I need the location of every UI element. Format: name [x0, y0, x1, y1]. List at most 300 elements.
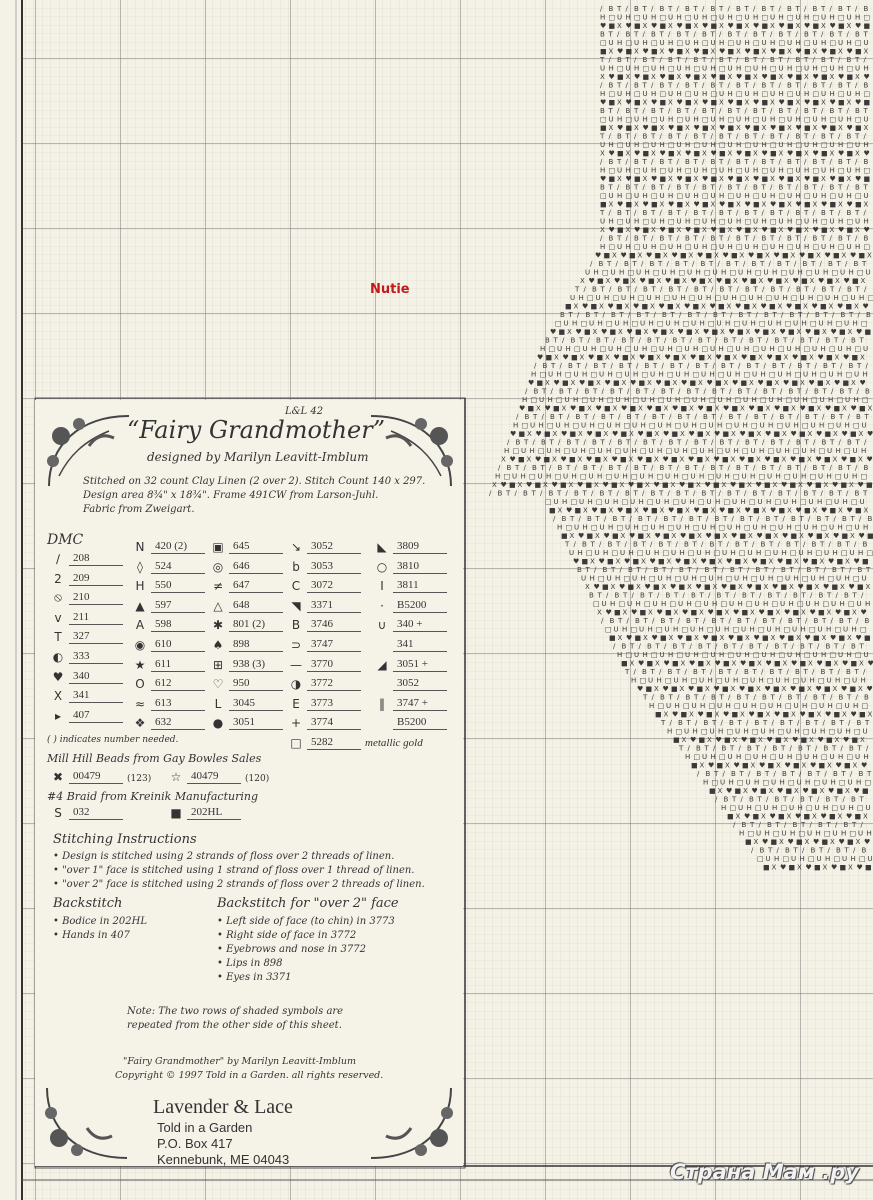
stitch-symbol: H: [794, 422, 799, 430]
stitch-symbol: U: [685, 192, 690, 200]
stitch-symbol: B: [643, 133, 648, 141]
stitch-symbol: H: [736, 65, 741, 73]
stitch-symbol: □: [781, 804, 788, 812]
stitch-symbol: H: [816, 830, 821, 838]
stitch-symbol: ∕: [778, 541, 781, 549]
stitch-symbol: ♥: [749, 711, 755, 719]
stitch-symbol: T: [859, 796, 865, 804]
stitch-symbol: □: [693, 371, 700, 379]
stitch-symbol: H: [847, 192, 852, 200]
stitch-symbol: ■: [855, 124, 862, 132]
stitch-symbol: ♥: [594, 583, 600, 591]
stitch-symbol: ♥: [821, 813, 827, 821]
stitch-symbol: U: [727, 524, 732, 532]
stitch-symbol: U: [838, 345, 843, 353]
stitch-symbol: ♥: [823, 583, 829, 591]
stitch-symbol: ■: [673, 354, 680, 362]
stitch-symbol: U: [803, 371, 808, 379]
stitch-symbol: T: [722, 515, 728, 523]
legend-symbol: ▸: [47, 709, 69, 723]
stitch-symbol: T: [821, 694, 827, 702]
stitch-symbol: □: [545, 498, 552, 506]
legend-symbol: v: [47, 611, 69, 625]
stitch-symbol: X: [677, 150, 682, 158]
stitch-symbol: ♥: [834, 379, 840, 387]
stitch-symbol: ■: [719, 226, 726, 234]
stitch-symbol: B: [685, 464, 690, 472]
stitch-symbol: B: [609, 82, 614, 90]
stitch-symbol: ∕: [796, 107, 799, 115]
stitch-symbol: ∕: [854, 541, 857, 549]
stitch-symbol: X: [798, 481, 803, 489]
stitch-symbol: □: [555, 320, 562, 328]
stitch-symbol: B: [586, 311, 591, 319]
legend-row: [129, 556, 205, 574]
stitch-symbol: B: [749, 337, 754, 345]
stitch-symbol: T: [788, 719, 794, 727]
stitch-symbol: U: [837, 728, 842, 736]
stitch-symbol: ♥: [668, 48, 674, 56]
stitch-symbol: U: [704, 600, 709, 608]
stitch-symbol: ♥: [633, 303, 639, 311]
stitch-symbol: ∕: [636, 362, 639, 370]
stitch-symbol: ∕: [498, 464, 501, 472]
stitch-symbol: ♥: [821, 124, 827, 132]
stitch-symbol: T: [841, 770, 847, 778]
stitch-symbol: B: [787, 158, 792, 166]
stitch-symbol: T: [823, 311, 829, 319]
stitch-symbol: X: [643, 634, 648, 642]
stitch-symbol: B: [654, 566, 659, 574]
legend-row: [371, 536, 447, 554]
stitch-symbol: □: [587, 294, 594, 302]
pattern-title: “Fairy Grandmother”: [127, 416, 385, 444]
stitch-symbol: ∕: [677, 158, 680, 166]
stitch-symbol: B: [559, 388, 564, 396]
stitch-symbol: X: [784, 354, 789, 362]
stitch-symbol: ■: [741, 379, 748, 387]
stitch-symbol: ♥: [841, 685, 847, 693]
stitch-symbol: H: [531, 371, 536, 379]
stitch-symbol: H: [770, 39, 775, 47]
stitch-symbol: U: [735, 728, 740, 736]
stitch-symbol: T: [782, 337, 788, 345]
stitch-symbol: ■: [840, 864, 847, 872]
stitch-symbol: B: [609, 158, 614, 166]
stitch-symbol: ∕: [733, 821, 736, 829]
stitch-symbol: ∕: [803, 541, 806, 549]
stitch-symbol: □: [804, 651, 811, 659]
stitch-symbol: X: [655, 430, 660, 438]
stitch-symbol: □: [829, 728, 836, 736]
stitch-symbol: ♥: [659, 303, 665, 311]
stitch-symbol: ■: [723, 660, 730, 668]
stitch-symbol: ♥: [830, 22, 836, 30]
stitch-symbol: X: [702, 150, 707, 158]
stitch-symbol: U: [581, 422, 586, 430]
stitch-symbol: B: [534, 388, 539, 396]
stitch-symbol: H: [643, 39, 648, 47]
stitch-symbol: U: [787, 651, 792, 659]
stitch-symbol: □: [748, 830, 755, 838]
stitch-symbol: X: [605, 354, 610, 362]
stitch-symbol: □: [721, 600, 728, 608]
stitch-symbol: ♥: [528, 379, 534, 387]
stitch-symbol: X: [685, 201, 690, 209]
stitch-symbol: B: [661, 388, 666, 396]
legend-symbol: I: [371, 579, 393, 593]
stitch-symbol: H: [555, 447, 560, 455]
stitch-symbol: X: [804, 150, 809, 158]
stitch-symbol: T: [724, 592, 730, 600]
stitch-symbol: U: [512, 473, 517, 481]
stitch-symbol: ■: [685, 99, 692, 107]
stitch-symbol: U: [563, 473, 568, 481]
stitch-symbol: T: [828, 668, 834, 676]
stitch-symbol: X: [621, 532, 626, 540]
stitch-symbol: B: [622, 643, 627, 651]
stitch-symbol: H: [835, 677, 840, 685]
stitch-symbol: H: [649, 702, 654, 710]
stitch-symbol: U: [736, 192, 741, 200]
stitch-symbol: ∕: [829, 541, 832, 549]
stitch-symbol: □: [531, 396, 538, 404]
stitch-symbol: X: [609, 48, 614, 56]
stitch-symbol: X: [562, 405, 567, 413]
stitch-symbol: T: [736, 413, 742, 421]
stitch-symbol: ■: [821, 73, 828, 81]
stitch-symbol: U: [713, 269, 718, 277]
stitch-symbol: ♥: [784, 609, 790, 617]
stitch-symbol: ♥: [589, 277, 595, 285]
key-panel: [35, 400, 463, 1166]
stitch-symbol: ♥: [803, 787, 809, 795]
stitch-symbol: H: [660, 65, 665, 73]
stitch-symbol: ♥: [808, 532, 814, 540]
stitch-symbol: X: [762, 48, 767, 56]
stitch-symbol: U: [796, 167, 801, 175]
stitch-symbol: □: [726, 422, 733, 430]
stitch-symbol: B: [643, 439, 648, 447]
stitch-symbol: U: [776, 447, 781, 455]
stitch-symbol: H: [645, 269, 650, 277]
stitch-symbol: □: [772, 600, 779, 608]
stitch-symbol: B: [651, 107, 656, 115]
stitch-symbol: B: [787, 5, 792, 13]
stitch-symbol: T: [851, 821, 857, 829]
stitch-symbol: X: [754, 838, 759, 846]
stitch-symbol: B: [864, 694, 869, 702]
stitch-symbol: X: [651, 226, 656, 234]
stitch-symbol: ♥: [744, 813, 750, 821]
stitch-symbol: U: [738, 804, 743, 812]
stitch-symbol: H: [745, 116, 750, 124]
stitch-symbol: B: [830, 107, 835, 115]
stitch-symbol: H: [617, 116, 622, 124]
stitch-symbol: B: [804, 490, 809, 498]
stitch-symbol: ■: [693, 303, 700, 311]
stitch-symbol: T: [701, 133, 707, 141]
stitch-symbol: H: [794, 575, 799, 583]
stitch-symbol: ■: [635, 328, 642, 336]
stitch-symbol: X: [858, 685, 863, 693]
stitch-symbol: H: [752, 396, 757, 404]
stitch-symbol: ♥: [714, 456, 720, 464]
instructions-title: Stitching Instructions: [53, 832, 197, 847]
stitch-symbol: □: [667, 371, 674, 379]
stitch-symbol: ♥: [830, 634, 836, 642]
stitch-symbol: □: [860, 626, 867, 634]
stitch-symbol: X: [847, 634, 852, 642]
stitch-symbol: X: [651, 73, 656, 81]
stitch-symbol: X: [725, 609, 730, 617]
stitch-symbol: T: [655, 337, 661, 345]
stitch-symbol: ♥: [846, 813, 852, 821]
stitch-symbol: B: [842, 515, 847, 523]
legend-row: [129, 595, 205, 613]
stitch-symbol: ■: [672, 430, 679, 438]
stitch-symbol: ♥: [774, 711, 780, 719]
stitch-symbol: ■: [832, 583, 839, 591]
stitch-symbol: □: [765, 549, 772, 557]
stitch-symbol: U: [683, 575, 688, 583]
stitch-symbol: X: [745, 99, 750, 107]
stitch-symbol: ♥: [861, 609, 867, 617]
stitch-symbol: T: [718, 158, 724, 166]
stitch-symbol: H: [736, 524, 741, 532]
stitch-symbol: ■: [595, 430, 602, 438]
stitch-symbol: X: [694, 99, 699, 107]
stitch-symbol: □: [865, 779, 872, 787]
stitch-symbol: U: [707, 498, 712, 506]
legend-row: [285, 614, 361, 632]
stitch-symbol: T: [745, 617, 751, 625]
stitch-symbol: B: [866, 311, 871, 319]
stitch-symbol: ■: [600, 201, 607, 209]
stitch-symbol: T: [726, 668, 732, 676]
stitch-symbol: B: [668, 209, 673, 217]
stitch-symbol: H: [724, 626, 729, 634]
stitch-symbol: B: [592, 439, 597, 447]
stitch-symbol: ∕: [797, 413, 800, 421]
stitch-symbol: B: [753, 184, 758, 192]
stitch-symbol: X: [772, 864, 777, 872]
backstitch-title: Backstitch: [53, 896, 122, 911]
stitch-symbol: ♥: [609, 150, 615, 158]
stitch-symbol: U: [811, 422, 816, 430]
stitch-symbol: B: [622, 337, 627, 345]
stitch-symbol: □: [693, 524, 700, 532]
braid-code: 202HL: [187, 806, 241, 820]
stitch-symbol: H: [810, 677, 815, 685]
legend-row: [371, 673, 447, 691]
stitch-symbol: X: [682, 736, 687, 744]
stitch-symbol: ∕: [855, 158, 858, 166]
stitch-symbol: □: [740, 294, 747, 302]
stitch-symbol: ∕: [744, 490, 747, 498]
stitch-symbol: B: [812, 541, 817, 549]
stitch-symbol: ∕: [859, 515, 862, 523]
stitch-symbol: ♥: [664, 660, 670, 668]
stitch-symbol: ♥: [685, 226, 691, 234]
stitch-symbol: X: [578, 430, 583, 438]
stitch-symbol: □: [736, 14, 743, 22]
stitch-symbol: U: [811, 575, 816, 583]
stitch-symbol: H: [546, 473, 551, 481]
stitch-symbol: ∕: [685, 56, 688, 64]
stitch-symbol: U: [745, 243, 750, 251]
stitch-symbol: □: [779, 651, 786, 659]
stitch-symbol: U: [643, 14, 648, 22]
stitch-symbol: ■: [793, 762, 800, 770]
stitch-symbol: ♥: [749, 405, 755, 413]
stitch-symbol: B: [756, 566, 761, 574]
stitch-symbol: ♥: [843, 736, 849, 744]
stitch-symbol: U: [778, 371, 783, 379]
stitch-symbol: ♥: [753, 22, 759, 30]
stitch-symbol: □: [770, 65, 777, 73]
stitch-symbol: □: [837, 396, 844, 404]
stitch-symbol: ♥: [828, 787, 834, 795]
stitch-symbol: ♥: [536, 430, 542, 438]
stitch-symbol: H: [728, 167, 733, 175]
stitch-symbol: B: [803, 260, 808, 268]
stitch-symbol: □: [818, 677, 825, 685]
stitch-symbol: B: [770, 668, 775, 676]
stitch-symbol: T: [805, 362, 811, 370]
stitch-symbol: ∕: [753, 82, 756, 90]
stitch-symbol: ♥: [719, 201, 725, 209]
stitch-symbol: X: [698, 379, 703, 387]
stitch-symbol: B: [844, 592, 849, 600]
stitch-symbol: U: [770, 90, 775, 98]
stitch-symbol: T: [808, 337, 814, 345]
stitch-symbol: ♥: [860, 379, 866, 387]
stitch-symbol: ♥: [767, 277, 773, 285]
stitch-symbol: X: [715, 711, 720, 719]
stitch-symbol: ∕: [848, 719, 851, 727]
stitch-symbol: □: [799, 830, 806, 838]
stitch-symbol: □: [808, 855, 815, 863]
stitch-symbol: B: [814, 388, 819, 396]
stitch-symbol: U: [660, 39, 665, 47]
stitch-symbol: B: [821, 56, 826, 64]
stitch-symbol: X: [748, 532, 753, 540]
stitch-symbol: ∕: [863, 668, 866, 676]
stitch-symbol: U: [600, 524, 605, 532]
stitch-symbol: H: [783, 294, 788, 302]
stitch-symbol: H: [629, 549, 634, 557]
stitch-symbol: □: [844, 677, 851, 685]
legend-symbol: ↘: [285, 540, 307, 554]
stitch-symbol: ■: [685, 22, 692, 30]
stitch-symbol: ■: [757, 252, 764, 260]
stitch-symbol: ♥: [830, 99, 836, 107]
stitch-symbol: ∕: [630, 515, 633, 523]
stitch-symbol: ♥: [800, 405, 806, 413]
stitch-symbol: U: [677, 65, 682, 73]
stitch-symbol: X: [655, 660, 660, 668]
stitch-symbol: ∕: [834, 515, 837, 523]
stitch-symbol: H: [711, 141, 716, 149]
stitch-symbol: B: [813, 464, 818, 472]
stitch-symbol: ∕: [792, 643, 795, 651]
stitch-symbol: ♥: [779, 175, 785, 183]
stitch-symbol: □: [717, 447, 724, 455]
stitch-symbol: B: [720, 439, 725, 447]
legend-row: [129, 673, 205, 691]
stitch-symbol: B: [796, 209, 801, 217]
stitch-symbol: T: [836, 260, 842, 268]
stitch-symbol: □: [753, 192, 760, 200]
stitch-symbol: ■: [779, 48, 786, 56]
stitch-symbol: ■: [855, 507, 862, 515]
stitch-symbol: □: [734, 702, 741, 710]
stitch-symbol: ■: [671, 685, 678, 693]
stitch-symbol: T: [669, 388, 675, 396]
stitch-symbol: X: [797, 328, 802, 336]
stitch-symbol: □: [790, 549, 797, 557]
stitch-symbol: X: [821, 22, 826, 30]
stitch-symbol: B: [668, 133, 673, 141]
stitch-symbol: H: [854, 396, 859, 404]
stitch-symbol: H: [651, 167, 656, 175]
stitch-symbol: ■: [634, 22, 641, 30]
stitch-symbol: ♥: [734, 762, 740, 770]
stitch-symbol: ■: [658, 558, 665, 566]
stitch-symbol: □: [675, 575, 682, 583]
stitch-symbol: ♥: [619, 583, 625, 591]
stitch-symbol: T: [778, 439, 784, 447]
stitch-symbol: □: [726, 575, 733, 583]
stitch-symbol: H: [572, 473, 577, 481]
stitch-symbol: H: [813, 753, 818, 761]
stitch-symbol: U: [764, 804, 769, 812]
stitch-symbol: ∕: [847, 107, 850, 115]
stitch-symbol: ■: [626, 124, 633, 132]
stitch-symbol: ■: [677, 124, 684, 132]
stitch-symbol: B: [772, 362, 777, 370]
legend-row: [47, 607, 123, 625]
stitch-symbol: U: [791, 855, 796, 863]
stitch-symbol: ■: [731, 252, 738, 260]
stitch-symbol: ♥: [762, 226, 768, 234]
stitch-symbol: H: [677, 243, 682, 251]
stitch-symbol: ∕: [741, 643, 744, 651]
stitch-symbol: B: [798, 745, 803, 753]
stitch-symbol: ∕: [798, 566, 801, 574]
stitch-symbol: U: [607, 575, 612, 583]
stitch-symbol: ∕: [668, 184, 671, 192]
stitch-symbol: B: [855, 184, 860, 192]
stitch-symbol: ■: [706, 405, 713, 413]
stitch-symbol: B: [720, 286, 725, 294]
stitch-symbol: ■: [788, 634, 795, 642]
stitch-symbol: H: [632, 447, 637, 455]
stitch-symbol: ♥: [694, 507, 700, 515]
stitch-symbol: X: [804, 226, 809, 234]
stitch-symbol: ♥: [630, 379, 636, 387]
stitch-symbol: □: [779, 116, 786, 124]
stitch-symbol: ∕: [626, 464, 629, 472]
stitch-symbol: ∕: [821, 184, 824, 192]
stitch-symbol: □: [855, 192, 862, 200]
stitch-symbol: ♥: [851, 405, 857, 413]
stitch-symbol: X: [796, 175, 801, 183]
stitch-symbol: ♥: [710, 303, 716, 311]
stitch-symbol: ∕: [858, 311, 861, 319]
stitch-symbol: ♥: [684, 303, 690, 311]
